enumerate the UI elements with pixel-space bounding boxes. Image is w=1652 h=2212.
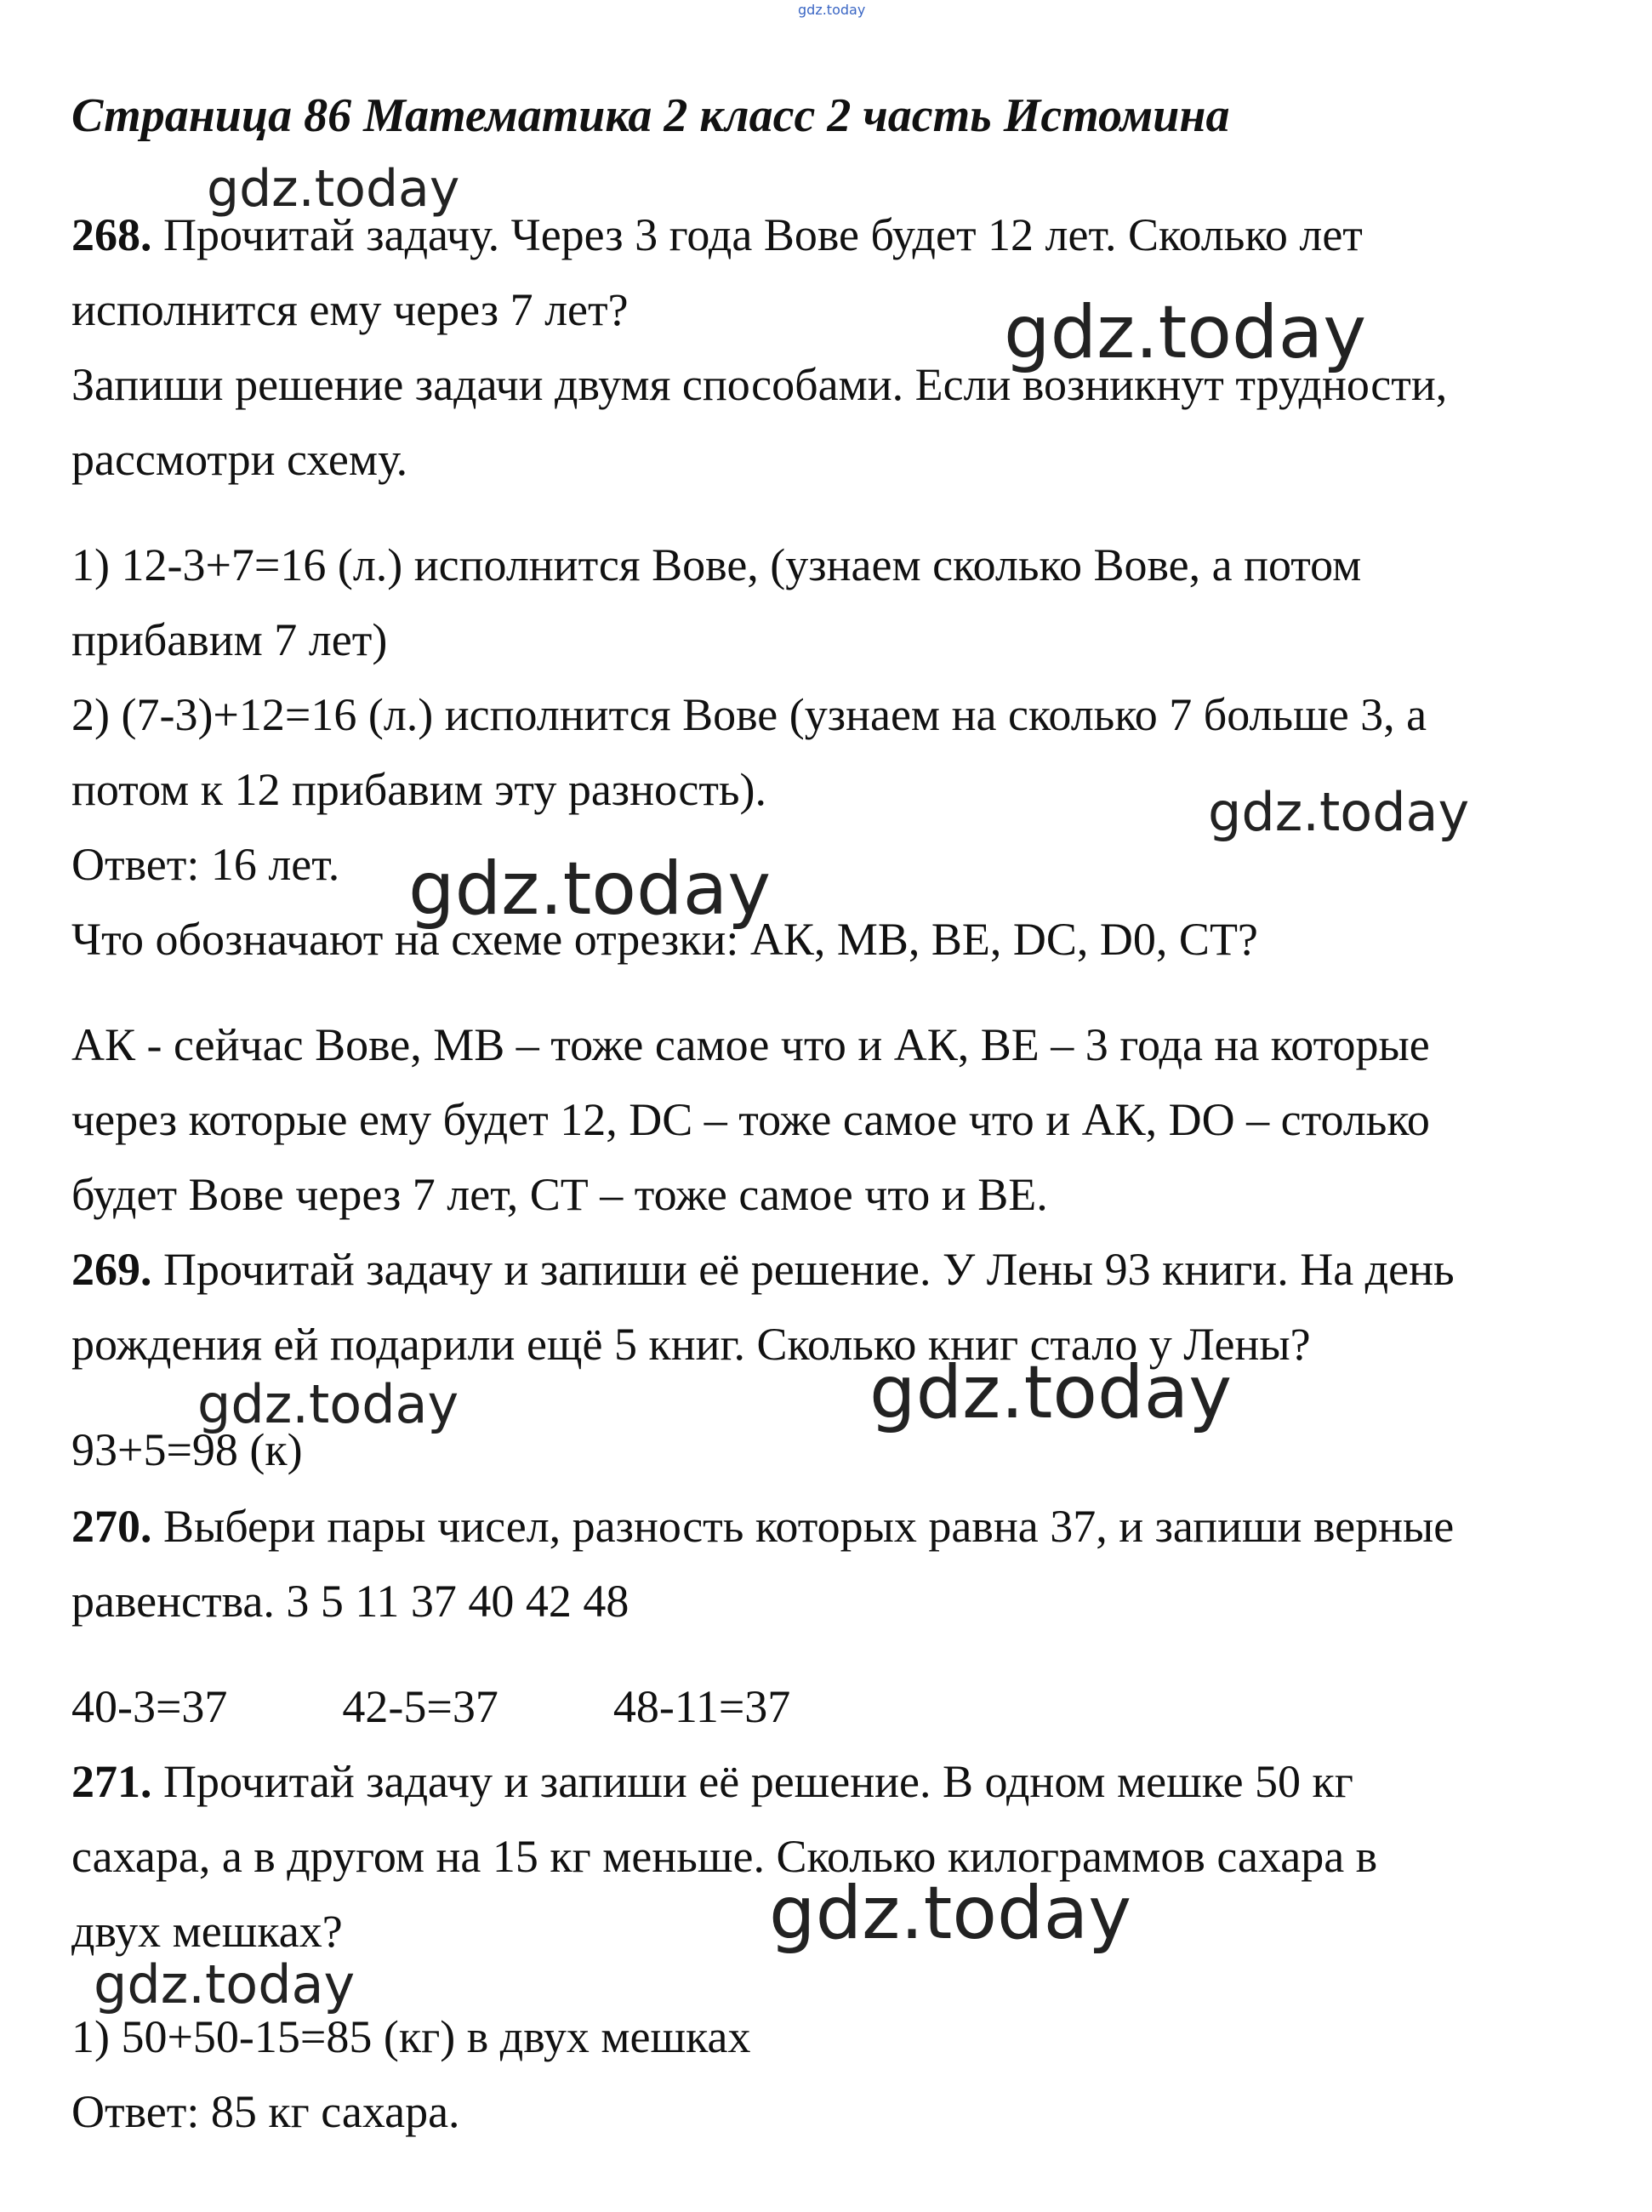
task-number: 268. — [71, 209, 152, 260]
text-line — [71, 1904, 343, 1958]
text-line — [71, 1499, 1454, 1554]
line-text: Прочитай задачу. Через 3 года Вове будет 12 лет. Сколько лет — [151, 209, 1363, 260]
task-number: 271. — [71, 1756, 152, 1807]
text-line — [71, 1018, 1430, 1072]
line-text: прибавим 7 лет) — [71, 614, 388, 665]
top-watermark: gdz.today — [798, 2, 866, 18]
text-line — [71, 1242, 1455, 1297]
line-text: Ответ: 16 лет. — [71, 839, 340, 890]
watermark: gdz.today — [1208, 781, 1470, 843]
watermark: gdz.today — [207, 159, 460, 219]
text-line — [71, 1167, 1048, 1222]
watermark: gdz.today — [197, 1373, 459, 1435]
text-line — [71, 538, 1361, 592]
watermark: gdz.today — [869, 1350, 1233, 1435]
line-text: рождения ей подарили ещё 5 книг. Сколько книг стало у Лены? — [71, 1319, 1311, 1370]
task-number: 269. — [71, 1244, 152, 1295]
line-text: АК - сейчас Вове, МВ – тоже самое что и АК, ВЕ – 3 года на которые — [71, 1019, 1430, 1070]
line-text: двух мешках? — [71, 1906, 343, 1957]
watermark: gdz.today — [1004, 290, 1367, 375]
text-line — [71, 1574, 629, 1628]
text-line — [71, 837, 339, 892]
line-text: Запиши решение задачи двумя способами. Если возникнут трудности, — [71, 359, 1448, 410]
text-line — [71, 1829, 1377, 1884]
line-text: Выбери пары чисел, разность которых равна 37, и запиши верные — [151, 1501, 1455, 1552]
line-text: рассмотри схему. — [71, 434, 408, 485]
text-line — [71, 2084, 460, 2139]
text-line — [71, 1679, 790, 1734]
text-line — [71, 432, 407, 487]
line-text: потом к 12 прибавим эту разность). — [71, 764, 767, 815]
line-text: Что обозначают на схеме отрезки: АК, МВ, ВЕ, DC, D0, СТ? — [71, 914, 1258, 965]
line-text: Ответ: 85 кг сахара. — [71, 2086, 460, 2137]
task-number: 270. — [71, 1501, 152, 1552]
line-text: Прочитай задачу и запиши её решение. У Лены 93 книги. На день — [151, 1244, 1455, 1295]
watermark: gdz.today — [769, 1871, 1132, 1956]
line-text: 93+5=98 (к) — [71, 1424, 303, 1475]
watermark: gdz.today — [94, 1953, 356, 2015]
watermark: gdz.today — [408, 847, 772, 932]
line-text: 2) (7-3)+12=16 (л.) исполнится Вове (узнаем на сколько 7 больше 3, а — [71, 689, 1427, 740]
line-text: равенства. 3 5 11 37 40 42 48 — [71, 1576, 629, 1627]
line-text: 1) 50+50-15=85 (кг) в двух мешках — [71, 2011, 751, 2062]
text-line — [71, 1092, 1430, 1147]
line-text: Прочитай задачу и запиши её решение. В одном мешке 50 кг — [151, 1756, 1353, 1807]
line-text: исполнится ему через 7 лет? — [71, 284, 629, 335]
text-line — [71, 282, 629, 337]
text-line — [71, 613, 387, 667]
text-line — [71, 1754, 1353, 1809]
text-line — [71, 2010, 750, 2064]
text-line — [71, 762, 766, 817]
line-text: будет Вове через 7 лет, СТ – тоже самое что и ВЕ. — [71, 1169, 1048, 1220]
line-text: 1) 12-3+7=16 (л.) исполнится Вове, (узнаем сколько Вове, а потом — [71, 539, 1362, 590]
text-line — [71, 687, 1427, 742]
line-text: сахара, а в другом на 15 кг меньше. Сколько килограммов сахара в — [71, 1831, 1378, 1882]
line-text: через которые ему будет 12, DC – тоже самое что и АК, DO – столько — [71, 1094, 1430, 1145]
line-text: 40-3=37 42-5=37 48-11=37 — [71, 1681, 791, 1732]
page-title: Страница 86 Математика 2 класс 2 часть Истомина — [71, 89, 1230, 142]
